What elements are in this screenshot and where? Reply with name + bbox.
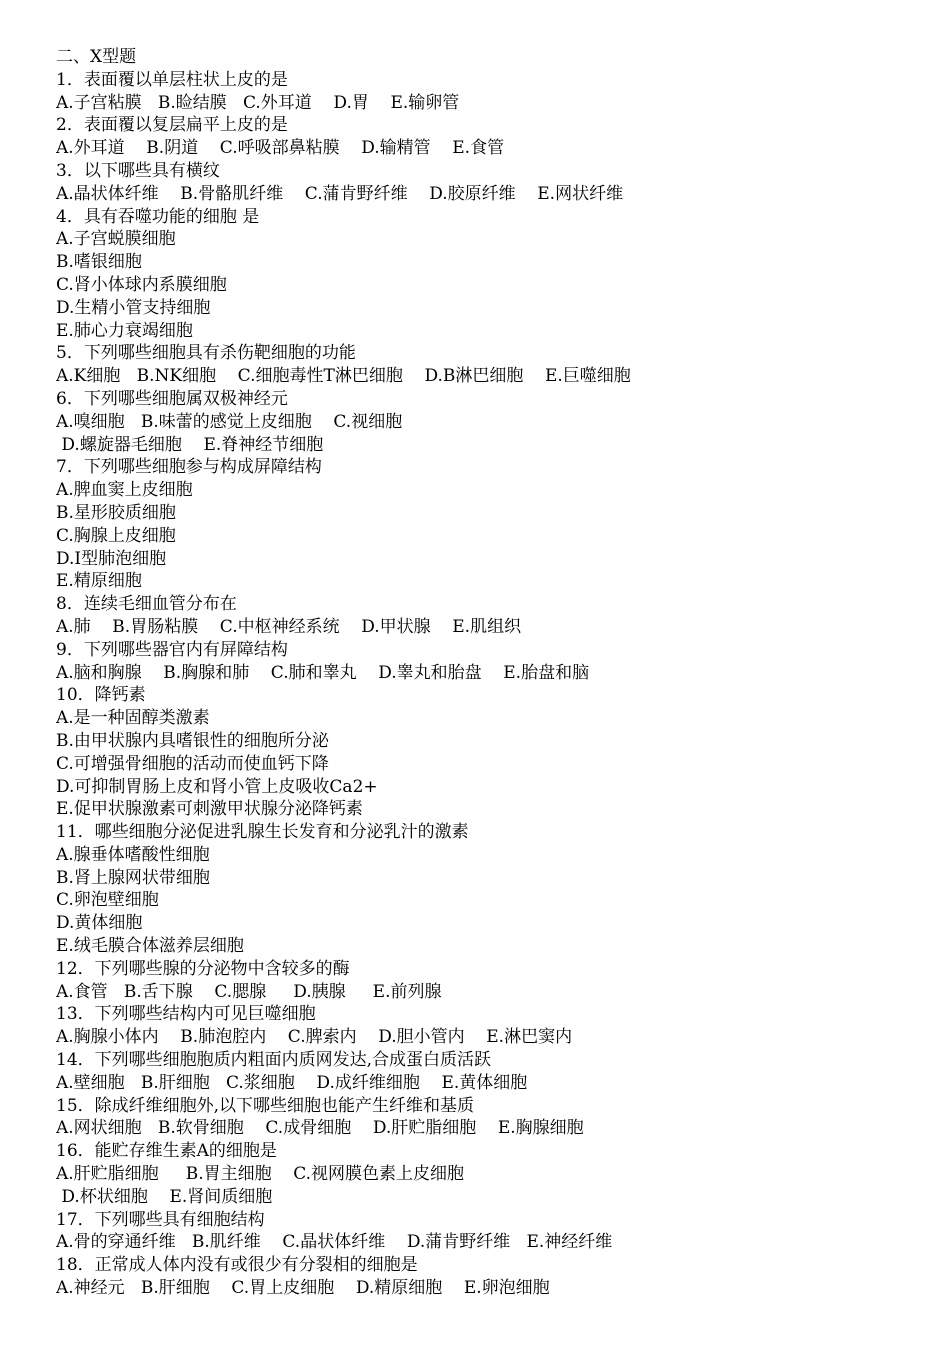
question-2: 2．表面覆以复层扁平上皮的是 xyxy=(56,115,288,136)
options-3: A.晶状体纤维 B.骨骼肌纤维 C.蒲肯野纤维 D.胶原纤维 E.网状纤维 xyxy=(56,183,624,204)
option-10d: D.可抑制胃肠上皮和肾小管上皮吸收Ca2+ xyxy=(56,776,378,797)
question-17: 17．下列哪些具有细胞结构 xyxy=(56,1209,265,1230)
question-4: 4．具有吞噬功能的细胞 是 xyxy=(56,206,260,227)
options-12: A.食管 B.舌下腺 C.腮腺 D.胰腺 E.前列腺 xyxy=(56,981,442,1002)
option-10b: B.由甲状腺内具嗜银性的细胞所分泌 xyxy=(56,730,329,751)
question-10: 10．降钙素 xyxy=(56,685,146,706)
options-18: A.神经元 B.肝细胞 C.胃上皮细胞 D.精原细胞 E.卵泡细胞 xyxy=(56,1278,550,1299)
options-2: A.外耳道 B.阴道 C.呼吸部鼻粘膜 D.输精管 E.食管 xyxy=(56,138,505,159)
option-11b: B.肾上腺网状带细胞 xyxy=(56,867,210,888)
options-17: A.骨的穿通纤维 B.肌纤维 C.晶状体纤维 D.蒲肯野纤维 E.神经纤维 xyxy=(56,1232,613,1253)
option-4b: B.嗜银细胞 xyxy=(56,252,142,273)
options-16-part1: A.肝贮脂细胞 B.胃主细胞 C.视网膜色素上皮细胞 xyxy=(56,1164,465,1185)
question-14: 14．下列哪些细胞胞质内粗面内质网发达,合成蛋白质活跃 xyxy=(56,1050,492,1071)
option-7e: E.精原细胞 xyxy=(56,571,142,592)
option-4d: D.生精小管支持细胞 xyxy=(56,297,211,318)
question-6: 6．下列哪些细胞属双极神经元 xyxy=(56,388,288,409)
option-4c: C.肾小体球内系膜细胞 xyxy=(56,274,227,295)
option-7c: C.胸腺上皮细胞 xyxy=(56,525,176,546)
options-9: A.脑和胸腺 B.胸腺和肺 C.肺和睾丸 D.睾丸和胎盘 E.胎盘和脑 xyxy=(56,662,590,683)
options-6-part1: A.嗅细胞 B.味蕾的感觉上皮细胞 C.视细胞 xyxy=(56,411,403,432)
question-15: 15．除成纤维细胞外,以下哪些细胞也能产生纤维和基质 xyxy=(56,1095,475,1116)
options-1: A.子宫粘膜 B.睑结膜 C.外耳道 D.胃 E.输卵管 xyxy=(56,92,460,113)
option-10a: A.是一种固醇类激素 xyxy=(56,708,210,729)
option-11a: A.腺垂体嗜酸性细胞 xyxy=(56,844,210,865)
option-7b: B.星形胶质细胞 xyxy=(56,502,176,523)
document-page xyxy=(56,46,936,1300)
option-11d: D.黄体细胞 xyxy=(56,913,143,934)
option-4a: A.子宫蜕膜细胞 xyxy=(56,229,176,250)
options-5: A.K细胞 B.NK细胞 C.细胞毒性T淋巴细胞 D.B淋巴细胞 E.巨噬细胞 xyxy=(56,366,631,387)
options-8: A.肺 B.胃肠粘膜 C.中枢神经系统 D.甲状腺 E.肌组织 xyxy=(56,616,522,637)
question-11: 11．哪些细胞分泌促进乳腺生长发育和分泌乳汁的激素 xyxy=(56,822,469,843)
option-4e: E.肺心力衰竭细胞 xyxy=(56,320,193,341)
option-7d: D.I型肺泡细胞 xyxy=(56,548,167,569)
question-16: 16．能贮存维生素A的细胞是 xyxy=(56,1141,277,1162)
question-1: 1．表面覆以单层柱状上皮的是 xyxy=(56,69,288,90)
section-heading: 二、X型题 xyxy=(56,47,137,67)
options-15: A.网状细胞 B.软骨细胞 C.成骨细胞 D.肝贮脂细胞 E.胸腺细胞 xyxy=(56,1118,584,1139)
question-18: 18．正常成人体内没有或很少有分裂相的细胞是 xyxy=(56,1255,418,1276)
options-16-part2: D.杯状细胞 E.肾间质细胞 xyxy=(56,1186,273,1207)
question-3: 3．以下哪些具有横纹 xyxy=(56,160,220,181)
question-5: 5．下列哪些细胞具有杀伤靶细胞的功能 xyxy=(56,343,356,364)
option-10c: C.可增强骨细胞的活动而使血钙下降 xyxy=(56,753,329,774)
option-10e: E.促甲状腺激素可刺激甲状腺分泌降钙素 xyxy=(56,799,363,820)
option-7a: A.脾血窦上皮细胞 xyxy=(56,480,193,501)
question-9: 9．下列哪些器官内有屏障结构 xyxy=(56,639,288,660)
options-6-part2: D.螺旋器毛细胞 E.脊神经节细胞 xyxy=(56,434,324,455)
question-8: 8．连续毛细血管分布在 xyxy=(56,594,237,615)
options-13: A.胸腺小体内 B.肺泡腔内 C.脾索内 D.胆小管内 E.淋巴窦内 xyxy=(56,1027,573,1048)
question-13: 13．下列哪些结构内可见巨噬细胞 xyxy=(56,1004,316,1025)
option-11c: C.卵泡壁细胞 xyxy=(56,890,159,911)
option-11e: E.绒毛膜合体滋养层细胞 xyxy=(56,936,244,957)
question-12: 12．下列哪些腺的分泌物中含较多的酶 xyxy=(56,958,350,979)
question-7: 7．下列哪些细胞参与构成屏障结构 xyxy=(56,457,322,478)
options-14: A.壁细胞 B.肝细胞 C.浆细胞 D.成纤维细胞 E.黄体细胞 xyxy=(56,1072,528,1093)
